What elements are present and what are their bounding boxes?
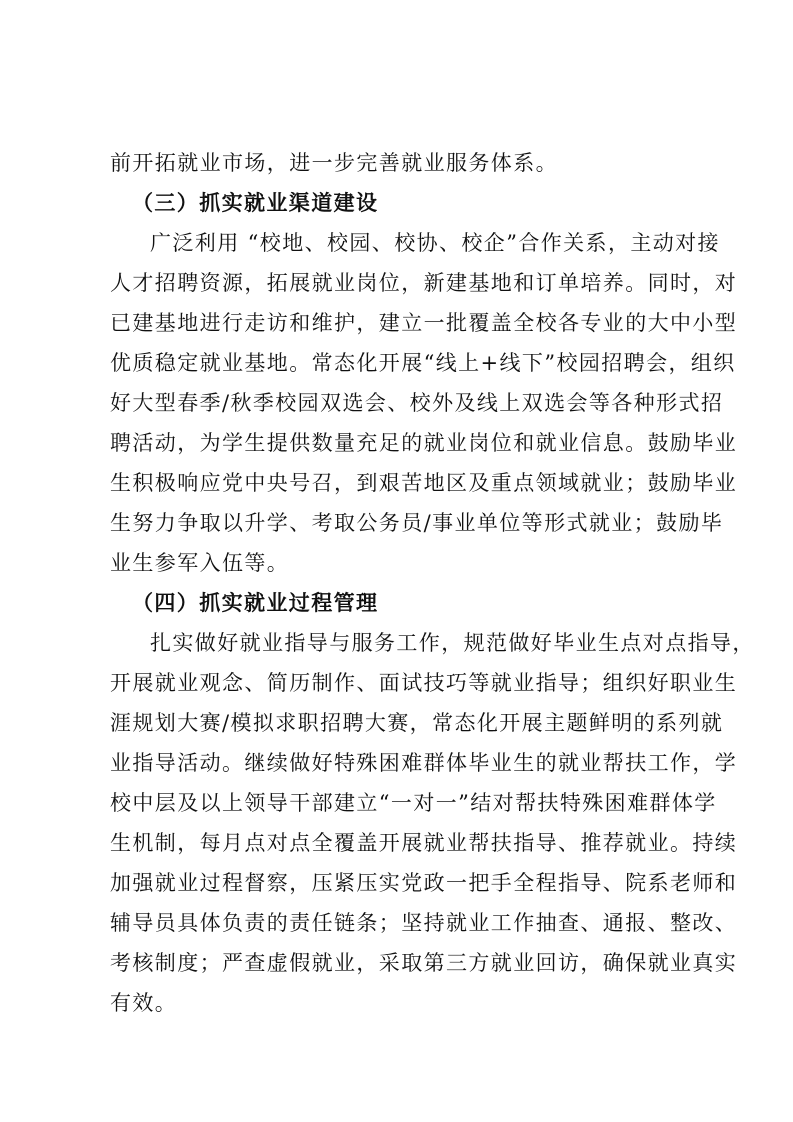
paragraph-line: 聘活动，为学生提供数量充足的就业岗位和就业信息。鼓励毕业 xyxy=(110,431,738,455)
section-heading: （三）抓实就业渠道建设 xyxy=(132,190,379,215)
paragraph-line: 有效。 xyxy=(110,991,178,1015)
paragraph-line: 广泛利用 “校地、校园、校协、校企”合作关系，主动对接 xyxy=(150,231,720,255)
paragraph-line: 业指导活动。继续做好特殊困难群体毕业生的就业帮扶工作，学 xyxy=(110,751,738,775)
paragraph-line: 辅导员具体负责的责任链条；坚持就业工作抽查、通报、整改、 xyxy=(110,911,738,935)
paragraph-line: 扎实做好就业指导与服务工作，规范做好毕业生点对点指导， xyxy=(150,631,755,655)
paragraph-line: 生努力争取以升学、考取公务员/事业单位等形式就业；鼓励毕 xyxy=(110,511,724,535)
paragraph-line: 生机制，每月点对点全覆盖开展就业帮扶指导、推荐就业。持续 xyxy=(110,831,738,855)
paragraph-line: 涯规划大赛/模拟求职招聘大赛，常态化开展主题鲜明的系列就 xyxy=(110,711,724,735)
paragraph-line: 业生参军入伍等。 xyxy=(110,551,290,575)
paragraph-line: 生积极响应党中央号召，到艰苦地区及重点领域就业；鼓励毕业 xyxy=(110,471,738,495)
paragraph-line: 开展就业观念、简历制作、面试技巧等就业指导；组织好职业生 xyxy=(110,671,738,695)
section-heading: （四）抓实就业过程管理 xyxy=(132,590,379,615)
paragraph-line: 人才招聘资源，拓展就业岗位，新建基地和订单培养。同时，对 xyxy=(110,271,738,295)
paragraph-line: 校中层及以上领导干部建立“一对一”结对帮扶特殊困难群体学 xyxy=(110,791,717,815)
paragraph-line: 加强就业过程督察，压紧压实党政一把手全程指导、院系老师和 xyxy=(110,871,738,895)
paragraph-line: 前开拓就业市场，进一步完善就业服务体系。 xyxy=(110,151,558,175)
paragraph-line: 优质稳定就业基地。常态化开展“线上+线下”校园招聘会，组织 xyxy=(110,351,736,375)
paragraph-line: 考核制度；严查虚假就业，采取第三方就业回访，确保就业真实 xyxy=(110,951,738,975)
paragraph-line: 已建基地进行走访和维护，建立一批覆盖全校各专业的大中小型 xyxy=(110,311,738,335)
paragraph-line: 好大型春季/秋季校园双选会、校外及线上双选会等各种形式招 xyxy=(110,391,724,415)
